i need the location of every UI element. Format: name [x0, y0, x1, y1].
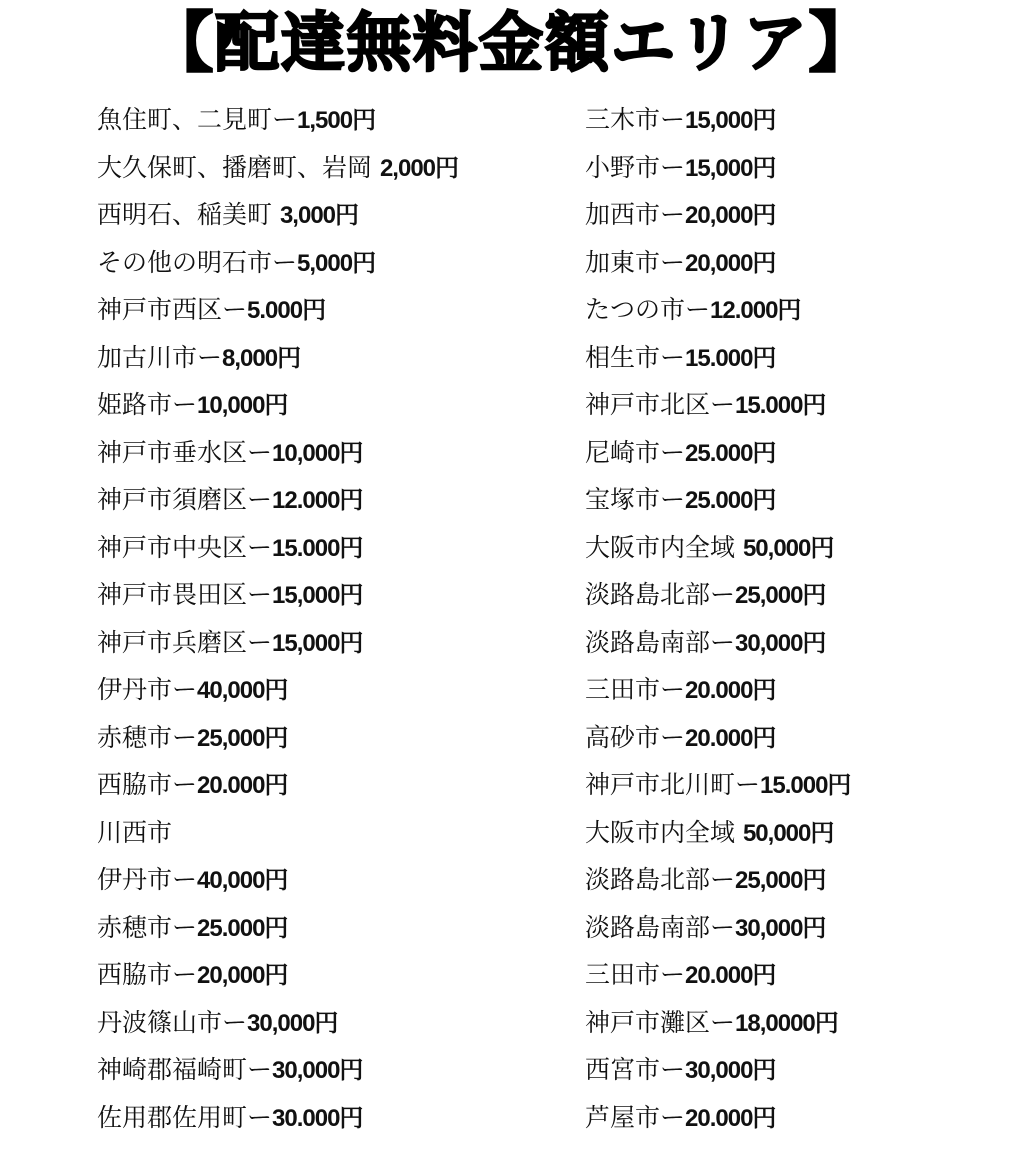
area-name: 尼崎市ー	[585, 437, 686, 467]
free-delivery-price: 15.000円	[272, 534, 363, 562]
free-delivery-price: 25.000円	[685, 487, 776, 514]
area-row	[585, 856, 1015, 904]
free-delivery-price: 20.000円	[685, 962, 776, 989]
area-row	[585, 381, 1015, 429]
area-name: 三田市ー	[585, 960, 686, 989]
area-name: 丹波篠山市ー	[97, 1007, 248, 1037]
area-name: 神戸市垂水区ー	[97, 437, 273, 467]
area-row	[585, 96, 1015, 144]
area-name: 高砂市ー	[585, 722, 686, 752]
area-row	[585, 999, 1015, 1047]
area-row	[97, 619, 567, 667]
free-delivery-price: 30,000円	[272, 1057, 363, 1084]
area-row	[97, 856, 567, 904]
area-name: 伊丹市ー	[97, 675, 198, 704]
free-delivery-price: 20,000円	[197, 962, 288, 989]
free-delivery-price: 15.000円	[735, 392, 826, 419]
area-row	[585, 666, 1015, 714]
area-row	[585, 239, 1015, 287]
area-name: 神戸市須磨区ー	[97, 485, 273, 514]
area-name: 芦屋市ー	[585, 1102, 686, 1132]
free-delivery-price: 30,000円	[247, 1009, 338, 1037]
area-name: 淡路島北部ー	[585, 865, 736, 894]
area-name: 淡路島南部ー	[585, 627, 736, 657]
area-row	[585, 951, 1015, 999]
free-delivery-price: 15,000円	[685, 107, 776, 134]
area-row	[585, 524, 1015, 572]
area-name: 三田市ー	[585, 675, 686, 704]
free-delivery-price: 10,000円	[272, 439, 363, 467]
area-row	[97, 334, 567, 382]
area-row	[97, 809, 567, 857]
free-delivery-price: 20,000円	[685, 249, 776, 277]
free-delivery-price: 15.000円	[685, 344, 776, 372]
area-name: 伊丹市ー	[97, 865, 198, 894]
area-name: 宝塚市ー	[585, 485, 686, 514]
area-name: 大阪市内全域	[585, 817, 743, 847]
area-name: 赤穂市ー	[97, 912, 198, 942]
area-row	[585, 571, 1015, 619]
free-delivery-price: 3,000円	[279, 202, 359, 229]
free-delivery-price: 15.000円	[760, 772, 851, 799]
area-row	[97, 999, 567, 1047]
free-delivery-price: 30.000円	[272, 1104, 363, 1132]
area-name: 神戸市中央区ー	[97, 532, 273, 562]
area-name: 魚住町、二見町ー	[97, 105, 298, 134]
area-row	[585, 144, 1015, 192]
area-row	[97, 666, 567, 714]
area-row	[97, 476, 567, 524]
free-delivery-price: 25.000円	[197, 914, 288, 942]
free-delivery-price: 30,000円	[685, 1057, 776, 1084]
area-name: 西宮市ー	[585, 1055, 686, 1084]
area-name: 大久保町、播磨町、岩岡	[97, 152, 380, 182]
area-row	[97, 571, 567, 619]
free-delivery-price: 30,000円	[735, 629, 826, 657]
free-delivery-price: 25,000円	[197, 724, 288, 752]
free-delivery-price: 5,000円	[297, 249, 376, 277]
area-name: 西明石、稲美町	[97, 200, 280, 229]
area-name: 加西市ー	[585, 200, 686, 229]
area-row	[97, 714, 567, 762]
free-delivery-price: 10,000円	[197, 392, 288, 419]
area-row	[97, 191, 567, 239]
free-delivery-price: 40,000円	[197, 867, 288, 894]
free-delivery-price: 30,000円	[735, 914, 826, 942]
free-delivery-price: 12.000円	[272, 487, 363, 514]
area-name: 神戸市兵磨区ー	[97, 627, 273, 657]
right-area-list	[585, 96, 1015, 1141]
area-row	[585, 761, 1015, 809]
area-row	[585, 619, 1015, 667]
area-name: 佐用郡佐用町ー	[97, 1102, 273, 1132]
area-name: 淡路島北部ー	[585, 580, 736, 609]
area-name: 小野市ー	[585, 152, 686, 182]
free-delivery-price: 1,500円	[297, 107, 376, 134]
area-row	[585, 334, 1015, 382]
area-name: 西脇市ー	[97, 960, 198, 989]
area-row	[97, 239, 567, 287]
area-row	[97, 761, 567, 809]
area-row	[585, 191, 1015, 239]
area-row	[97, 951, 567, 999]
area-row	[585, 809, 1015, 857]
area-name: 神戸市灘区ー	[585, 1007, 736, 1037]
free-delivery-price: 5.000円	[247, 297, 326, 324]
area-name: その他の明石市ー	[97, 247, 298, 277]
area-row	[97, 381, 567, 429]
free-delivery-price: 20.000円	[685, 724, 776, 752]
area-row	[97, 1094, 567, 1142]
free-delivery-price: 25,000円	[735, 867, 826, 894]
area-name: 相生市ー	[585, 342, 686, 372]
area-name: 西脇市ー	[97, 770, 198, 799]
area-name: 神戸市北区ー	[585, 390, 736, 419]
free-delivery-price: 20.000円	[685, 1104, 776, 1132]
area-name: 神戸市北川町ー	[585, 770, 761, 799]
area-row	[97, 524, 567, 572]
free-delivery-price: 20.000円	[197, 772, 288, 799]
area-row	[97, 904, 567, 952]
area-name: 神崎郡福崎町ー	[97, 1055, 273, 1084]
area-name: 姫路市ー	[97, 390, 198, 419]
area-name: 赤穂市ー	[97, 722, 198, 752]
area-row	[585, 286, 1015, 334]
area-name: 大阪市内全域	[585, 532, 743, 562]
area-name: 三木市ー	[585, 105, 686, 134]
free-delivery-price: 12.000円	[710, 297, 801, 324]
free-delivery-price: 15,000円	[272, 582, 363, 609]
area-row	[585, 476, 1015, 524]
area-name: 加古川市ー	[97, 342, 223, 372]
area-name: 川西市	[97, 817, 173, 847]
free-delivery-price: 20,000円	[685, 202, 776, 229]
free-delivery-price: 50,000円	[742, 534, 834, 562]
free-delivery-price: 20.000円	[685, 677, 776, 704]
area-row	[585, 904, 1015, 952]
free-delivery-price: 40,000円	[197, 677, 288, 704]
area-name: 神戸市畏田区ー	[97, 580, 273, 609]
free-delivery-price: 50,000円	[742, 819, 834, 847]
area-name: 神戸市西区ー	[97, 295, 248, 324]
free-delivery-price: 18,0000円	[735, 1009, 838, 1037]
area-row	[97, 1046, 567, 1094]
area-name: 加東市ー	[585, 247, 686, 277]
area-row	[585, 1094, 1015, 1142]
area-row	[585, 714, 1015, 762]
free-delivery-price: 2,000円	[379, 154, 459, 182]
page-title: 【配達無料金額エリア】	[149, 7, 875, 81]
area-row	[97, 144, 567, 192]
area-row	[585, 1046, 1015, 1094]
area-name: たつの市ー	[585, 295, 711, 324]
left-area-list	[97, 96, 567, 1141]
area-row	[97, 286, 567, 334]
area-name: 淡路島南部ー	[585, 912, 736, 942]
area-row	[97, 96, 567, 144]
free-delivery-price: 25.000円	[685, 439, 776, 467]
area-row	[97, 429, 567, 477]
free-delivery-price: 8,000円	[222, 344, 301, 372]
free-delivery-price: 15,000円	[272, 629, 363, 657]
area-row	[585, 429, 1015, 477]
free-delivery-price: 15,000円	[685, 154, 776, 182]
free-delivery-price: 25,000円	[735, 582, 826, 609]
